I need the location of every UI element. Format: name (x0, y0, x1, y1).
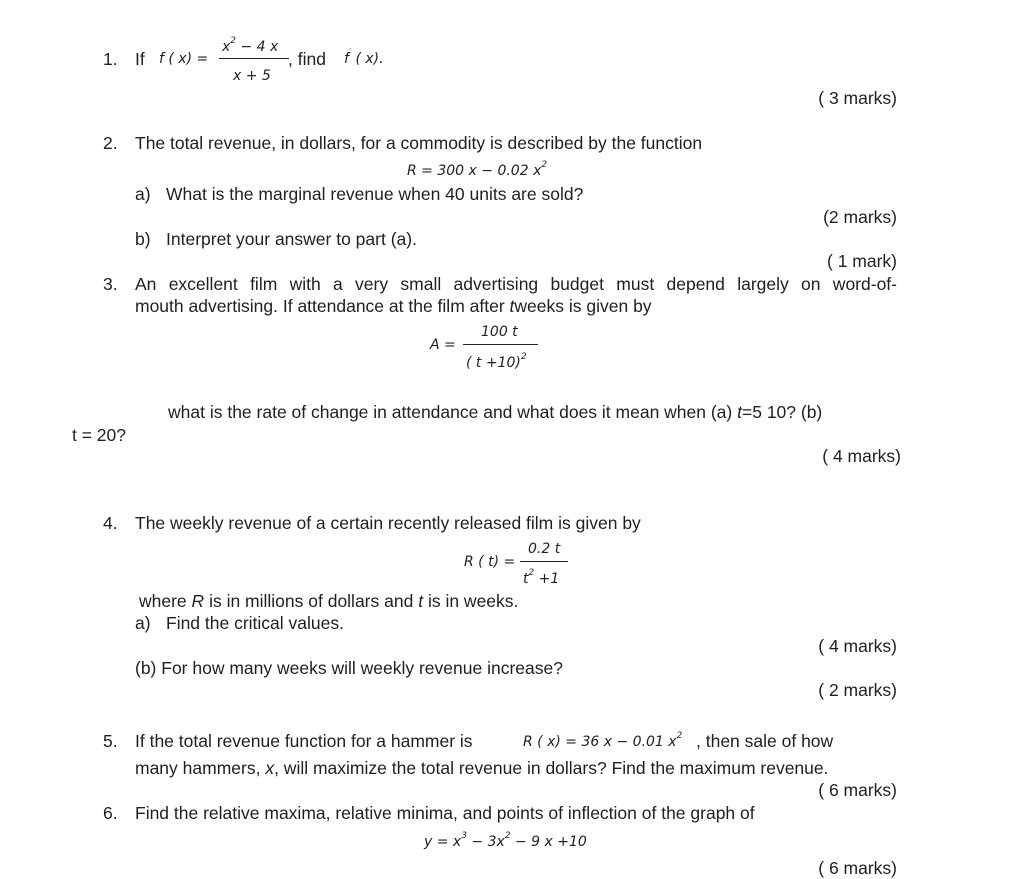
q4a-text: Find the critical values. (166, 613, 344, 633)
q1-numerator: $x^2 - 4$ x (222, 36, 279, 55)
q6-marks: ( 6 marks) (818, 858, 897, 878)
q5-line2: many hammers, x, will maximize the total revenue in dollars? Find the maximum revenue. (135, 758, 829, 778)
q1-fx: f ( x) = (159, 51, 209, 67)
q3-question: what is the rate of change in attendance and what does it mean when (a) t=5 10? (b) (168, 402, 823, 422)
q6-equation: $y = x^3 - 3x^2 - 9$ x +10 (424, 831, 587, 850)
q3-line2: mouth advertising. If attendance at the film after tweeks is given by (135, 296, 652, 316)
q4b-text: (b) For how many weeks will weekly revenue increase? (135, 658, 563, 678)
q1-denominator: x + 5 (233, 68, 271, 84)
q1-find: , find (288, 49, 326, 69)
q5-marks: ( 6 marks) (818, 780, 897, 800)
q2a-marks: (2 marks) (823, 207, 897, 227)
q1-fraction-bar (219, 58, 289, 59)
q2b-marks: ( 1 mark) (827, 251, 897, 271)
q1-if: If (135, 49, 145, 69)
q2-text: The total revenue, in dollars, for a commodity is described by the function (135, 133, 703, 153)
q3-number: 3. (103, 274, 118, 294)
q4-lhs: R ( t) = (464, 554, 516, 570)
q3-marks: ( 4 marks) (822, 446, 901, 466)
q2-equation: R = 300 x − 0.02 $x^2$ (407, 160, 548, 179)
q2b-label: b) (135, 229, 151, 249)
q4-fraction-bar (520, 561, 568, 562)
q3-numerator: 100 t (481, 324, 518, 340)
q5-text: If the total revenue function for a hammer is (135, 731, 473, 751)
q4-denominator: $t^2 +1$ (523, 568, 560, 587)
q2-number: 2. (103, 133, 118, 153)
q1-marks: ( 3 marks) (818, 88, 897, 108)
q4-numerator: 0.2 t (528, 541, 561, 557)
q2a-label: a) (135, 184, 151, 204)
q4-number: 4. (103, 513, 118, 533)
q4-where: where R is in millions of dollars and t is in weeks. (139, 591, 519, 611)
q1-fprime: f′ ( x). (344, 48, 384, 67)
q1-number: 1. (103, 49, 118, 69)
q4a-label: a) (135, 613, 151, 633)
q4b-marks: ( 2 marks) (818, 680, 897, 700)
q5-number: 5. (103, 731, 118, 751)
q3-question-cont: t = 20? (72, 425, 127, 445)
q4-text: The weekly revenue of a certain recently released film is given by (135, 513, 641, 533)
q4a-marks: ( 4 marks) (818, 636, 897, 656)
q3-line1: An excellent film with a very small advertising budget must depend largely on word-of- (135, 274, 897, 294)
q5-text-tail: , then sale of how (696, 731, 834, 751)
q6-text: Find the relative maxima, relative minima, and points of inflection of the graph of (135, 803, 755, 823)
q5-equation: R ( x) = 36 x − 0.01 $x^2$ (523, 731, 683, 750)
q3-lhs: A = (430, 337, 456, 353)
q2b-text: Interpret your answer to part (a). (166, 229, 417, 249)
q6-number: 6. (103, 803, 118, 823)
q2a-text: What is the marginal revenue when 40 units are sold? (166, 184, 584, 204)
q3-fraction-bar (463, 344, 538, 345)
q3-denominator: ( t +10)$^2$ (466, 352, 527, 371)
